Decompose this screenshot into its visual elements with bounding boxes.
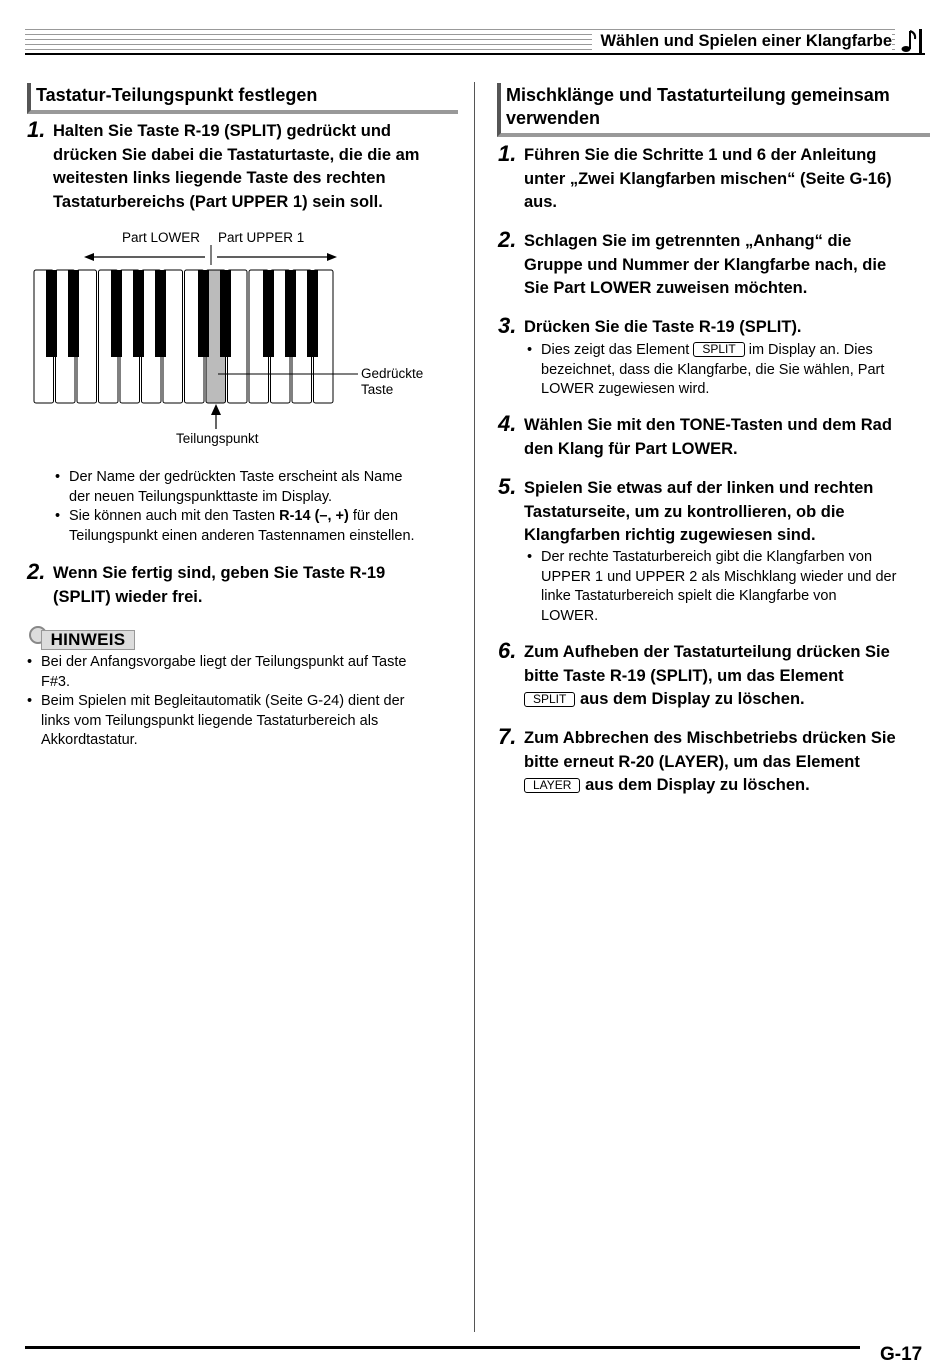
label-part-lower: Part LOWER xyxy=(122,230,201,245)
bullet-item: • Der rechte Tastaturbereich gibt die Klangfarben von UPPER 1 und UPPER 2 als Mischklang wieder und der linke Tastaturbereich spielt die Klangfarbe von LOWER. xyxy=(527,548,927,626)
split-indicator: SPLIT xyxy=(693,342,744,357)
section-title-layer-split: Mischklänge und Tastaturteilung gemeinsam verwenden xyxy=(497,83,930,137)
label-pressed-key-1: Gedrückte xyxy=(361,366,424,381)
hinweis-badge xyxy=(27,624,137,652)
label-part-upper: Part UPPER 1 xyxy=(218,230,305,245)
hinweis-label: HINWEIS xyxy=(41,630,135,650)
music-note-icon xyxy=(898,29,922,53)
section-title-split-point: Tastatur-Teilungspunkt festlegen xyxy=(27,83,458,114)
footer-rule xyxy=(25,1346,860,1349)
layer-indicator: LAYER xyxy=(524,778,580,793)
bullet-item: • Der Name der gedrückten Taste erscheint als Name der neuen Teilungspunkttaste im Display. xyxy=(55,468,455,507)
page-header-title: Wählen und Spielen einer Klangfarbe xyxy=(592,32,892,51)
header-rule xyxy=(25,53,925,55)
left-bullets xyxy=(55,468,455,546)
hinweis-bullets xyxy=(27,653,455,751)
bullet-item: • Dies zeigt das Element SPLIT im Display an. Dies bezeichnet, dass die Klangfarbe, die Sie wählen, Part LOWER zugewiesen wird. xyxy=(527,341,927,400)
step-3-bullets xyxy=(527,341,927,400)
bullet-item: • Bei der Anfangsvorgabe liegt der Teilungspunkt auf Taste F#3. xyxy=(27,653,455,692)
bullet-item: • Sie können auch mit den Tasten R-14 (–, +) für den Teilungspunkt einen anderen Tastennamen einstellen. xyxy=(55,507,455,546)
split-indicator: SPLIT xyxy=(524,692,575,707)
page-number: G-17 xyxy=(880,1344,923,1365)
column-divider xyxy=(474,82,475,1332)
label-split-point: Teilungspunkt xyxy=(176,431,259,446)
keyboard-diagram xyxy=(30,245,360,430)
label-pressed-key-2: Taste xyxy=(361,382,394,397)
bullet-item: • Beim Spielen mit Begleitautomatik (Seite G-24) dient der links vom Teilungspunkt liegende Tastaturbereich als Akkordtastatur. xyxy=(27,692,455,751)
step-5-bullets xyxy=(527,548,927,626)
